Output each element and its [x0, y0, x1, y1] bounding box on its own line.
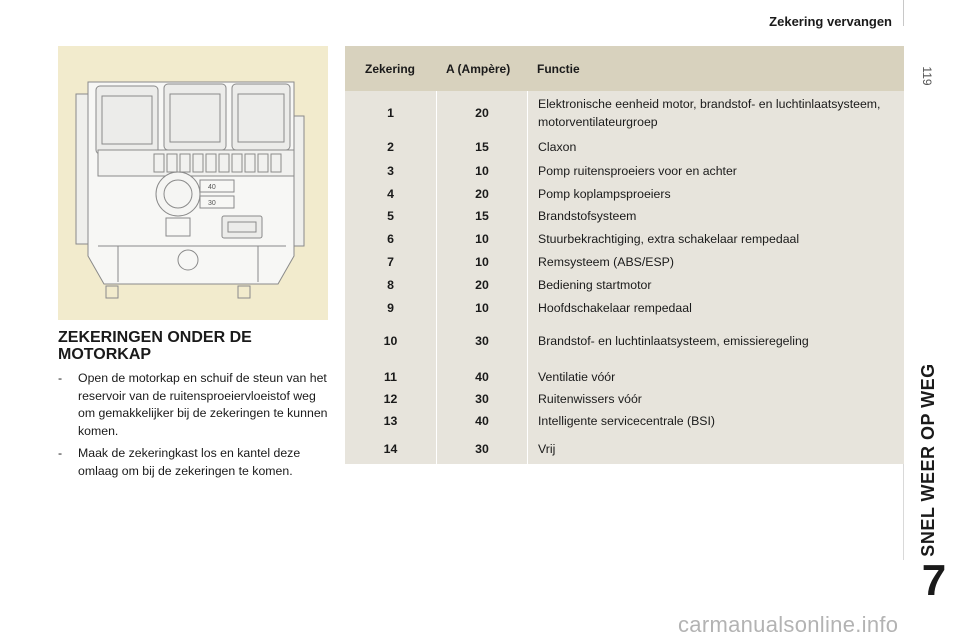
fuse-function: Brandstof- en luchtinlaatsysteem, emissieregeling [538, 333, 809, 348]
fusebox-illustration [58, 46, 328, 320]
fuse-number: 10 [383, 333, 398, 348]
column-header-function: Functie [537, 62, 580, 76]
chapter-title: SNEL WEER OP WEG [918, 363, 938, 557]
instruction-text: Open de motorkap en schuif de steun van het reservoir van de ruitensproeiervloeistof weg om gemakkelijker bij de zekeringen te kunnen komen. [78, 371, 328, 438]
fuse-amperage: 10 [475, 163, 489, 178]
fuse-number: 1 [387, 105, 394, 120]
fuse-number: 3 [387, 163, 394, 178]
fuse-number: 7 [387, 254, 394, 269]
table-row [345, 366, 904, 388]
table-row [345, 296, 904, 319]
fuse-amperage: 15 [475, 139, 489, 154]
fuse-table [345, 46, 904, 464]
fuse-number: 12 [383, 392, 398, 406]
fuse-number: 14 [383, 442, 398, 456]
instruction-item: - Maak de zekeringkast los en kantel deze omlaag om bij de zekeringen te komen. [58, 446, 301, 478]
table-row [345, 388, 904, 410]
section-heading: ZEKERINGEN ONDER DE MOTORKAP [58, 329, 252, 363]
fuse-function: Bediening startmotor [538, 277, 652, 292]
page-header-title: Zekering vervangen [769, 14, 892, 29]
fuse-amperage: 30 [475, 333, 489, 348]
instruction-list [58, 370, 333, 485]
fuse-function: Stuurbekrachtiging, extra schakelaar rempedaal [538, 231, 800, 246]
fuse-function: Claxon [538, 139, 577, 154]
instruction-item: - Open de motorkap en schuif de steun van het reservoir van de ruitensproeiervloeistof weg om gemakkelijker bij de zekeringen te kunnen komen. [58, 371, 328, 438]
fuse-function: Remsysteem (ABS/ESP) [538, 254, 674, 269]
maxi-fuse-label-40: 40 [208, 184, 216, 191]
fuse-number: 6 [387, 231, 394, 246]
fuse-amperage: 20 [475, 186, 489, 201]
column-header-amp: A (Ampère) [446, 62, 511, 76]
fuse-number: 4 [387, 186, 394, 201]
fuse-function: Ruitenwissers vóór [538, 392, 642, 406]
fusebox-drawing [58, 46, 328, 320]
fuse-amperage: 40 [475, 414, 489, 428]
table-row [345, 182, 904, 205]
fuse-number: 13 [383, 414, 398, 428]
fuse-amperage: 10 [475, 231, 489, 246]
fuse-function: Pomp ruitensproeiers voor en achter [538, 163, 737, 178]
fuse-function: Elektronische eenheid motor, brandstof- en luchtinlaatsysteem, motorventilateurgroep [538, 96, 881, 129]
table-header [345, 46, 904, 91]
fuse-amperage: 40 [475, 370, 489, 384]
fuse-amperage: 20 [475, 277, 489, 292]
chapter-number: 7 [921, 556, 947, 605]
page-number: 119 [920, 66, 934, 86]
fuse-number: 9 [387, 300, 394, 315]
fuse-function: Hoofdschakelaar rempedaal [538, 300, 692, 315]
table-row [345, 410, 904, 432]
fuse-amperage: 10 [475, 254, 489, 269]
table-row [345, 438, 904, 460]
fuse-amperage: 30 [475, 392, 489, 406]
table-row [345, 204, 904, 227]
instruction-text: Maak de zekeringkast los en kantel deze omlaag om bij de zekeringen te komen. [78, 446, 301, 478]
fuse-number: 2 [387, 139, 394, 154]
table-row [345, 227, 904, 250]
fuse-number: 11 [384, 370, 397, 384]
table-row [345, 250, 904, 273]
maxi-fuse-label-30: 30 [208, 200, 216, 207]
fuse-number: 8 [387, 277, 394, 292]
watermark-text: carmanualsonline.info [678, 612, 899, 637]
fuse-function: Ventilatie vóór [538, 370, 616, 384]
table-row [345, 327, 904, 354]
fuse-function: Brandstofsysteem [538, 208, 637, 223]
fuse-amperage: 20 [475, 105, 489, 120]
table-row [345, 273, 904, 296]
fuse-amperage: 10 [475, 300, 489, 315]
table-row [345, 93, 904, 132]
fuse-amperage: 15 [475, 208, 489, 223]
fuse-function: Intelligente servicecentrale (BSI) [538, 414, 716, 428]
column-header-fuse: Zekering [365, 62, 416, 76]
fuse-number: 5 [387, 208, 394, 223]
header-divider [903, 0, 904, 26]
table-row [345, 159, 904, 182]
table-row [345, 135, 904, 158]
fuse-amperage: 30 [475, 442, 489, 456]
fuse-function: Pomp koplampsproeiers [538, 186, 671, 201]
fuse-function: Vrij [538, 442, 556, 456]
